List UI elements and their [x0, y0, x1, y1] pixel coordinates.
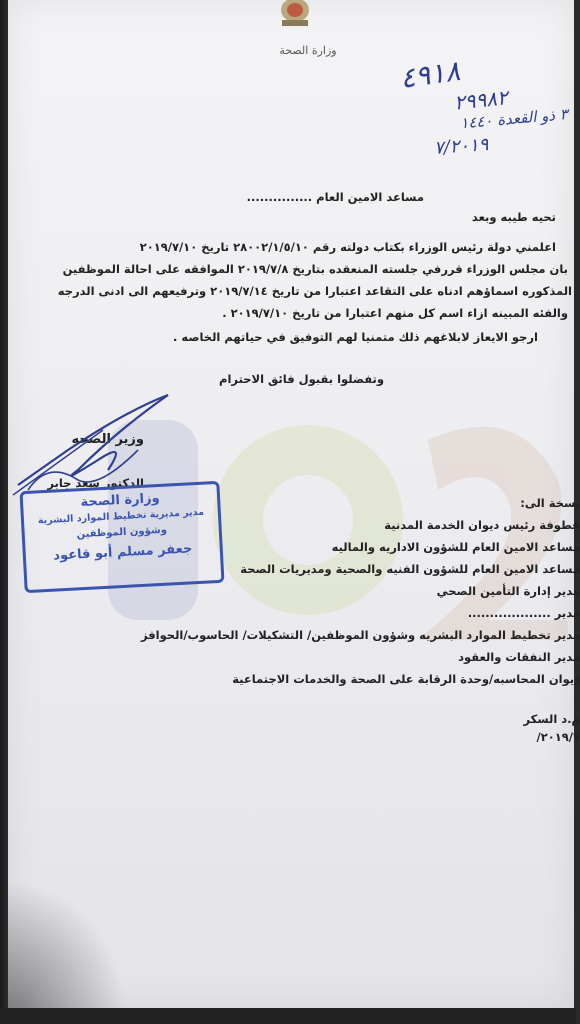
stamp-section: وشؤون الموظفين [76, 524, 168, 541]
body-line: والفئه المبينه ازاء اسم كل منهم اعتبارا من تاريخ ٢٠١٩/٧/١٠ . [222, 306, 568, 320]
copy-item: عطوفة رئيس ديوان الخدمة المدنية [384, 518, 580, 532]
signatory-title: وزير الصحه [71, 432, 144, 447]
copies-heading: نسخة الى: [520, 496, 580, 510]
photo-edge-bottom [0, 1008, 576, 1024]
copy-item: مدير ................... [467, 606, 580, 620]
copy-item: ديوان المحاسبه/وحدة الرقابة على الصحة والخدمات الاجتماعية [232, 672, 580, 686]
footer-date: ٢٠١٩/٧/ [536, 730, 580, 744]
handwritten-date: ٧/٢٠١٩ [433, 134, 490, 159]
stamp-department: مدير مديرية تخطيط الموارد البشرية [37, 506, 205, 527]
body-line: اعلمني دولة رئيس الوزراء بكتاب دولته رقم ٢٨٠٠٢/١/٥/١٠ تاريخ ٢٠١٩/٧/١٠ [139, 240, 556, 254]
copy-item: مدير النفقات والعقود [458, 650, 580, 664]
copy-item: مدير تخطيط الموارد البشريه وشؤون الموظفين/ التشكيلات/ الحاسوب/الحوافز [140, 628, 580, 642]
official-stamp [19, 481, 224, 593]
body-line: المذكوره اسماؤهم ادناه على التقاعد اعتبارا من تاريخ ٢٠١٩/٧/١٤ وترفيعهم الى ادنى الدرجه [57, 284, 572, 298]
addressee: مساعد الامين العام ............... [246, 190, 424, 204]
copy-item: مساعد الامين العام للشؤون الفنيه والصحية ومديريات الصحة [240, 562, 580, 576]
greeting: تحيه طيبه وبعد [471, 210, 556, 224]
request-line: ارجو الايعاز لابلاغهم ذلك متمنيا لهم التوفيق في حياتهم الخاصه . [173, 330, 538, 344]
body-line: بان مجلس الوزراء قررفي جلسته المنعقده بتاريخ ٢٠١٩/٧/٨ الموافقه على احالة الموظفين [62, 262, 568, 276]
handwritten-reference: ٢٩٩٨٢ [452, 85, 509, 115]
crest-icon [270, 0, 320, 28]
signatory-name: الدكتور سعد جابر [47, 476, 144, 490]
letter-page [8, 0, 580, 1012]
stamp-ministry: وزارة الصحة [80, 490, 160, 511]
stamp-name: جعفر مسلم أبو قاعود [52, 541, 193, 564]
handwritten-date-hijri: ٣ ذو القعدة ١٤٤٠ [459, 105, 569, 133]
photo-shadow [8, 880, 128, 1020]
copy-item: مساعد الامين العام للشؤون الاداريه والماليه [331, 540, 580, 554]
ministry-name: وزارة الصحة [279, 44, 337, 57]
closing: وتفضلوا بقبول فائق الاحترام [219, 372, 384, 386]
handwritten-number: ٤٩١٨ [397, 53, 463, 96]
footer-initials: م.د السكر [523, 712, 580, 726]
copy-item: مدير إدارة التأمين الصحي [436, 584, 580, 598]
